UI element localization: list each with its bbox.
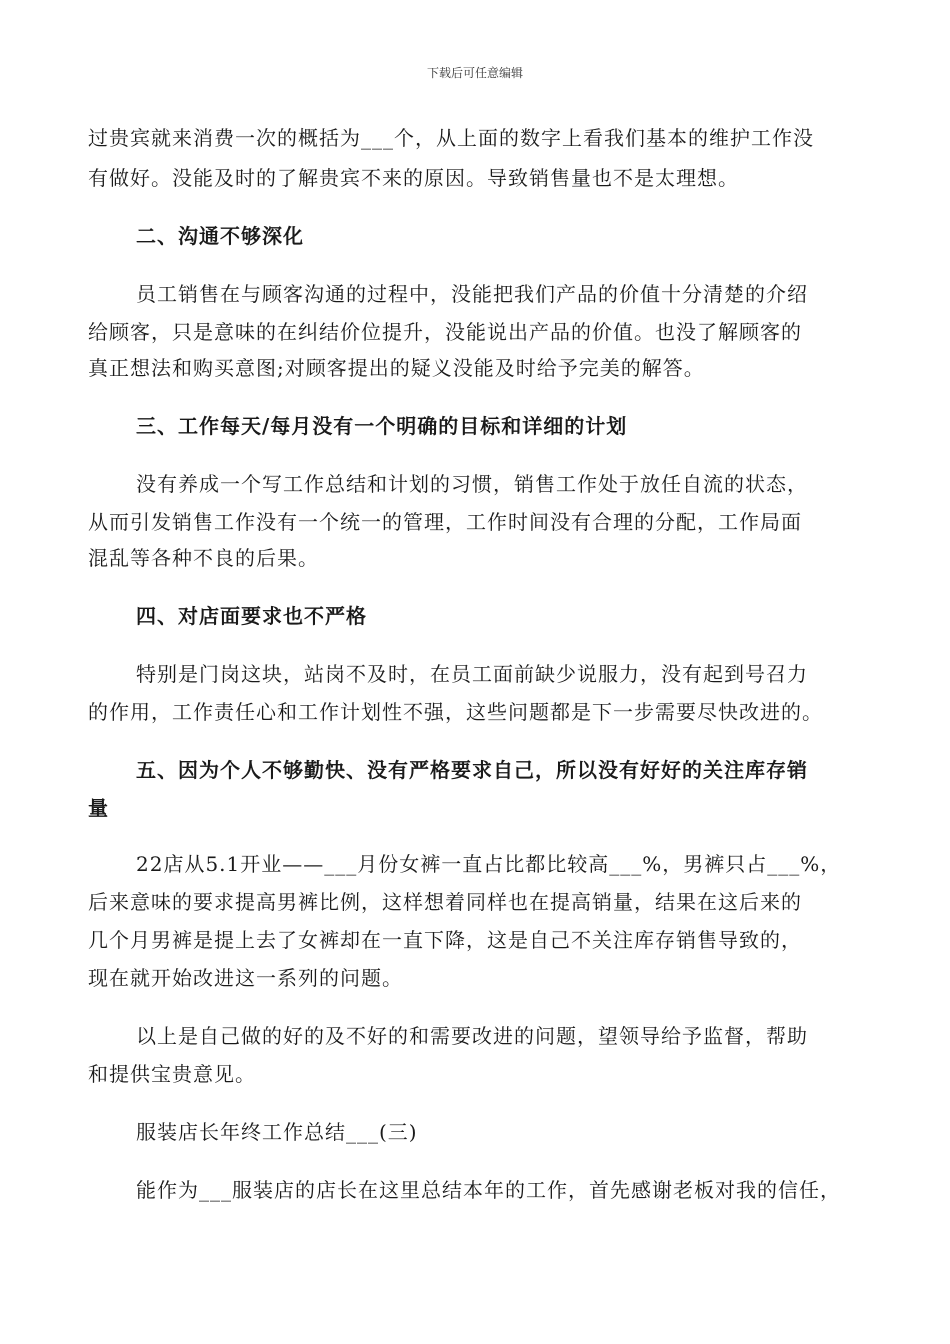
body-line: 过贵宾就来消费一次的概括为___个，从上面的数字上看我们基本的维护工作没 <box>88 126 814 150</box>
body-line: 后来意味的要求提高男裤比例，这样想着同样也在提高销量，结果在这后来的 <box>88 890 802 914</box>
section-heading-2: 二、沟通不够深化 <box>136 224 304 248</box>
body-line: 给顾客，只是意味的在纠结价位提升，没能说出产品的价值。也没了解顾客的 <box>88 320 802 344</box>
section-heading-5: 五、因为个人不够勤快、没有严格要求自己，所以没有好好的关注库存销 <box>136 758 808 782</box>
body-line: 现在就开始改进这一系列的问题。 <box>88 966 403 990</box>
subtitle-line: 服装店长年终工作总结___(三) <box>136 1120 418 1144</box>
body-line: 有做好。没能及时的了解贵宾不来的原因。导致销售量也不是太理想。 <box>88 166 739 190</box>
body-line: 以上是自己做的好的及不好的和需要改进的问题，望领导给予监督，帮助 <box>136 1024 808 1048</box>
page-header: 下载后可任意编辑 <box>426 66 523 80</box>
body-line: 混乱等各种不良的后果。 <box>88 546 319 570</box>
section-heading-3: 三、工作每天/每月没有一个明确的目标和详细的计划 <box>136 414 628 438</box>
body-line: 从而引发销售工作没有一个统一的管理，工作时间没有合理的分配，工作局面 <box>88 510 802 534</box>
body-line: 几个月男裤是提上去了女裤却在一直下降，这是自己不关注库存销售导致的， <box>88 928 802 952</box>
body-line: 员工销售在与顾客沟通的过程中，没能把我们产品的价值十分清楚的介绍 <box>136 282 808 306</box>
section-heading-4: 四、对店面要求也不严格 <box>136 604 367 628</box>
body-line: 特别是门岗这块，站岗不及时，在员工面前缺少说服力，没有起到号召力 <box>136 662 808 686</box>
body-line: 能作为___服装店的店长在这里总结本年的工作，首先感谢老板对我的信任， <box>136 1178 841 1202</box>
body-line: 没有养成一个写工作总结和计划的习惯，销售工作处于放任自流的状态， <box>136 472 808 496</box>
body-line: 22店从5.1开业——___月份女裤一直占比都比较高___%，男裤只占___%， <box>136 852 842 876</box>
section-heading-5-cont: 量 <box>88 796 109 820</box>
body-line: 的作用，工作责任心和工作计划性不强，这些问题都是下一步需要尽快改进的。 <box>88 700 823 724</box>
body-line: 真正想法和购买意图;对顾客提出的疑义没能及时给予完美的解答。 <box>88 356 705 380</box>
body-line: 和提供宝贵意见。 <box>88 1062 256 1086</box>
